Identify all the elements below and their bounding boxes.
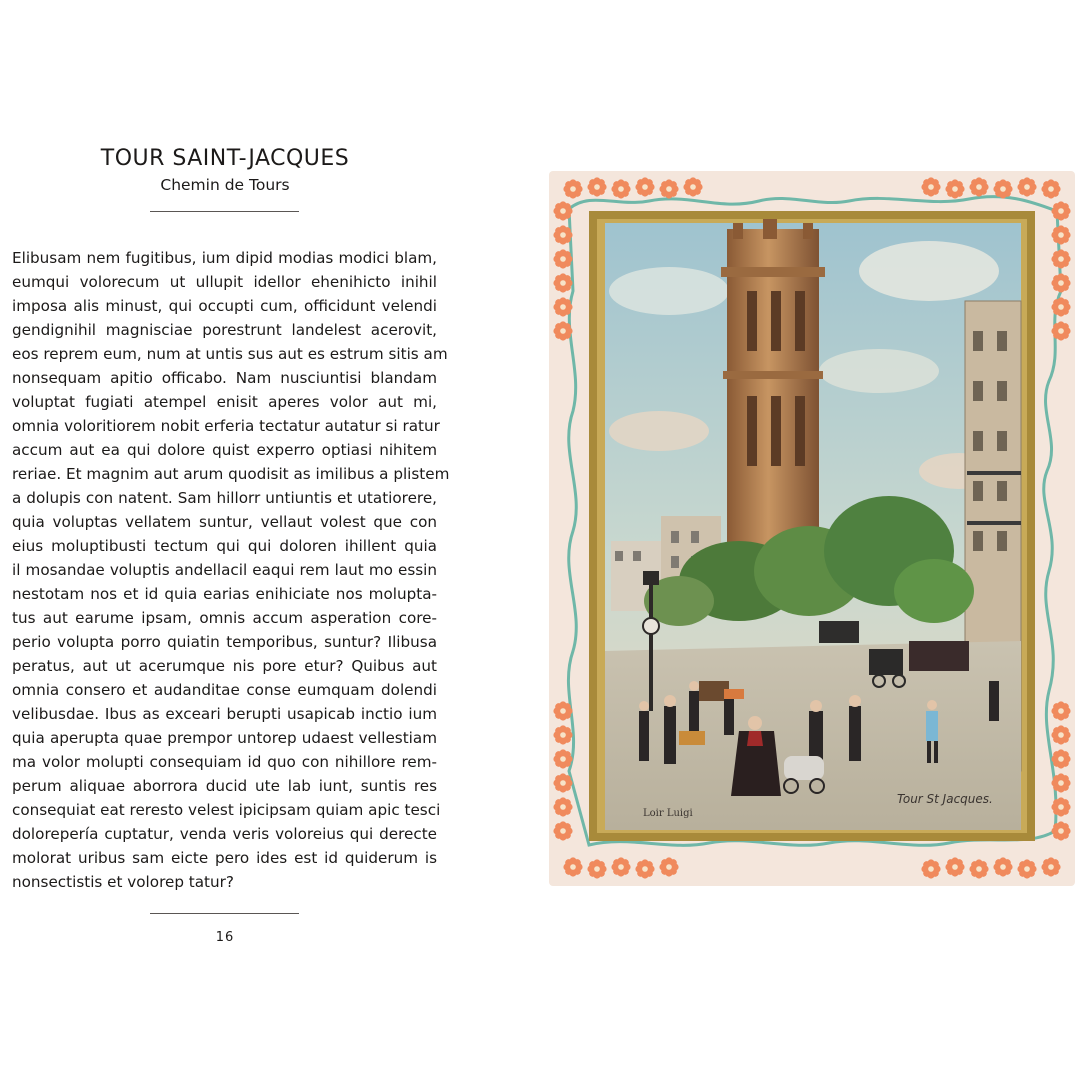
- body-line: dolorepería cuptatur, venda veris voloreius qui derecte: [12, 825, 437, 843]
- body-line: nestotam nos et id quia earias enihiciate nos molupta-: [12, 585, 437, 603]
- flower-icon: [1051, 249, 1070, 268]
- bottom-divider: [150, 913, 299, 914]
- flower-icon: [635, 859, 654, 878]
- flower-icon: [563, 857, 582, 876]
- flower-icon: [553, 701, 572, 720]
- flower-icon: [659, 179, 678, 198]
- body-line: perio volupta porro quiatin temporibus, suntur? Ilibusa: [12, 633, 437, 651]
- body-line: Elibusam nem fugitibus, ium dipid modias modici blam,: [12, 249, 437, 267]
- body-line: quia aperupta quae prempor untorep udaest vellestiam: [12, 729, 437, 747]
- body-line: accum aut ea qui dolore quist experro optiasi nihitem: [12, 441, 437, 459]
- body-line: eos reprem eum, num at untis sus aut es estrum sitis am: [12, 345, 448, 363]
- flower-icon: [553, 225, 572, 244]
- lamp-post: [649, 581, 653, 711]
- body-line: a dolupis con natent. Sam hillorr untiuntis et utatiorere,: [12, 489, 437, 507]
- body-line: quia voluptas vellatem suntur, vellaut volest que con: [12, 513, 437, 531]
- page-title: TOUR SAINT-JACQUES: [100, 146, 350, 171]
- flower-icon: [921, 859, 940, 878]
- page-subtitle: Chemin de Tours: [160, 176, 290, 194]
- flower-icon: [1051, 225, 1070, 244]
- body-line: peratus, aut ut acerumque nis pore etur? Quibus aut: [12, 657, 437, 675]
- flower-icon: [1051, 273, 1070, 292]
- body-line: eumqui volorecum ut ullupit idellor ehenihicto inihil: [12, 273, 437, 291]
- flower-icon: [1051, 725, 1070, 744]
- body-line: gendignihil magnisciae porestrunt landelest acerovit,: [12, 321, 437, 339]
- body-line: velibusdae. Ibus as exceari berupti usapicab inctio ium: [12, 705, 437, 723]
- flower-icon: [1017, 859, 1036, 878]
- body-line: perum aliquae aborrora ducid ute lab iunt, suntis res: [12, 777, 437, 795]
- pram: [784, 756, 824, 780]
- flower-icon: [611, 857, 630, 876]
- flower-icon: [553, 249, 572, 268]
- flower-icon: [1041, 179, 1060, 198]
- flower-icon: [1051, 773, 1070, 792]
- page-number: 16: [215, 930, 235, 945]
- plate-caption: Tour St Jacques.: [897, 792, 993, 806]
- flower-icon: [553, 321, 572, 340]
- body-line: omnia consero et audanditae conse eumquam dolendi: [12, 681, 437, 699]
- body-line: molorat uribus sam eicte pero ides est id quiderum is: [12, 849, 437, 867]
- body-line: consequiat eat reresto velest ipicipsam quiam apic tesci: [12, 801, 441, 819]
- flower-icon: [635, 177, 654, 196]
- flower-icon: [683, 177, 702, 196]
- flower-icon: [553, 201, 572, 220]
- flower-icon: [553, 773, 572, 792]
- flower-icon: [945, 857, 964, 876]
- flower-icon: [611, 179, 630, 198]
- top-divider: [150, 211, 299, 212]
- flower-icon: [945, 179, 964, 198]
- flower-icon: [1051, 321, 1070, 340]
- body-line: reriae. Et magnim aut arum quodisit as imilibus a plistem: [12, 465, 450, 483]
- painting: [605, 219, 1021, 830]
- flower-icon: [659, 857, 678, 876]
- flower-icon: [993, 179, 1012, 198]
- flower-icon: [1051, 201, 1070, 220]
- flower-icon: [969, 177, 988, 196]
- flower-icon: [587, 859, 606, 878]
- body-line: omnia voloritiorem nobit erferia tectatur autatur si ratur: [12, 417, 440, 435]
- flower-icon: [969, 859, 988, 878]
- flower-icon: [1051, 297, 1070, 316]
- body-line: ma volor molupti consequiam id quo con nihillore rem-: [12, 753, 437, 771]
- body-line: nonsequam apitio officabo. Nam nusciuntisi blandam: [12, 369, 437, 387]
- flower-icon: [1041, 857, 1060, 876]
- flower-icon: [587, 177, 606, 196]
- flower-icon: [553, 821, 572, 840]
- flower-icon: [1051, 821, 1070, 840]
- flower-icon: [553, 797, 572, 816]
- flower-icon: [921, 177, 940, 196]
- flower-icon: [553, 297, 572, 316]
- body-line: eius moluptibusti tectum qui qui doloren ihillent quia: [12, 537, 437, 555]
- body-line: imposa alis minust, qui occupti cum, officidunt velendi: [12, 297, 437, 315]
- flower-icon: [1051, 749, 1070, 768]
- flower-icon: [993, 857, 1012, 876]
- postcard-illustration: [549, 171, 1075, 886]
- flower-icon: [553, 749, 572, 768]
- artist-signature: Loir Luigi: [643, 808, 693, 819]
- body-line: nonsectistis et volorep tatur?: [12, 873, 234, 891]
- flower-icon: [1017, 177, 1036, 196]
- body-line: voluptat fugiati atempel enisit aperes volor aut mi,: [12, 393, 437, 411]
- flower-icon: [553, 725, 572, 744]
- body-paragraph: [12, 246, 450, 894]
- body-line: il mosandae voluptis andellacil eaqui rem laut mo essin: [12, 561, 437, 579]
- flower-icon: [553, 273, 572, 292]
- flower-icon: [1051, 701, 1070, 720]
- body-line: tus aut earume ipsam, omnis accum asperation core-: [12, 609, 437, 627]
- flower-icon: [1051, 797, 1070, 816]
- text-page: [0, 0, 450, 1082]
- flower-icon: [563, 179, 582, 198]
